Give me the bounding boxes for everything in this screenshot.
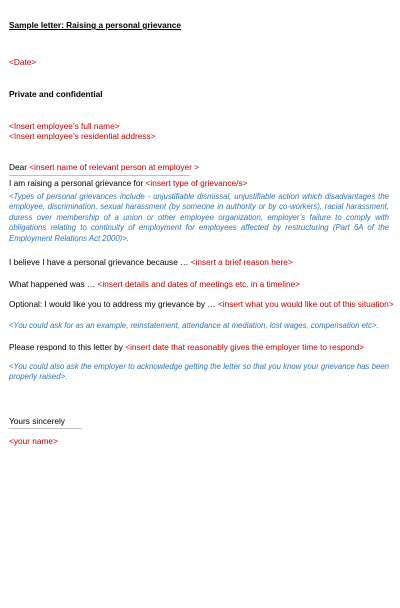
grievance-types-note: <Types of personal grievances include - unjustifiable dismissal, unjustifiable action which disadvantages the employee, discrimination, sexual harassment (by someone in authority or by co-workers), racial harassment, duress over membership of a union or other employee organization, employer’s failure to comply with obligations relating to continuity of employment for employees affected by restructuring (Part 6A of the Employment Relations Act 2000)>. <box>9 192 389 243</box>
closing-line: Yours sincerely <box>9 416 65 426</box>
separator-line <box>9 175 190 176</box>
optional-line <box>9 299 394 310</box>
happened-line <box>9 279 300 290</box>
acknowledge-note: <You could also ask the employer to acknowledge getting the letter so that you know your grievance has been properly raised>. <box>9 362 389 382</box>
details-field: <insert details and dates of meetings etc. in a timeline> <box>97 279 301 289</box>
respond-prefix: Please respond to this letter by <box>9 342 126 352</box>
employee-address-field: <Insert employee’s residential address> <box>9 131 156 141</box>
respond-line <box>9 342 364 353</box>
signature-line <box>9 428 82 429</box>
ask-note: <You could ask for as an example, reinstatement, attendance at mediation, lost wages, compensation etc>. <box>9 321 379 330</box>
happened-prefix: What happened was … <box>9 279 98 289</box>
grievance-type-field: <insert type of grievance/s> <box>145 178 248 188</box>
believe-line <box>9 257 293 268</box>
reason-field: <insert a brief reason here> <box>190 257 293 267</box>
document-title: Sample letter: Raising a personal grievance <box>9 20 181 30</box>
employee-name-field: <Insert employee’s full name> <box>9 121 120 131</box>
recipient-name-field: <insert name of relevant person at employer > <box>29 162 200 172</box>
private-heading: Private and confidential <box>9 89 103 99</box>
salutation-line <box>9 162 199 173</box>
raising-line <box>9 178 247 189</box>
your-name-field: <your name> <box>9 436 58 446</box>
raising-prefix: I am raising a personal grievance for <box>9 178 146 188</box>
optional-prefix: Optional: I would like you to address my grievance by … <box>9 299 218 309</box>
salutation-prefix: Dear <box>9 162 30 172</box>
response-date-field: <insert date that reasonably gives the employer time to respond> <box>125 342 365 352</box>
date-field: <Date> <box>9 57 37 67</box>
believe-prefix: I believe I have a personal grievance because … <box>9 257 191 267</box>
outcome-field: <insert what you would like out of this situation> <box>217 299 394 309</box>
